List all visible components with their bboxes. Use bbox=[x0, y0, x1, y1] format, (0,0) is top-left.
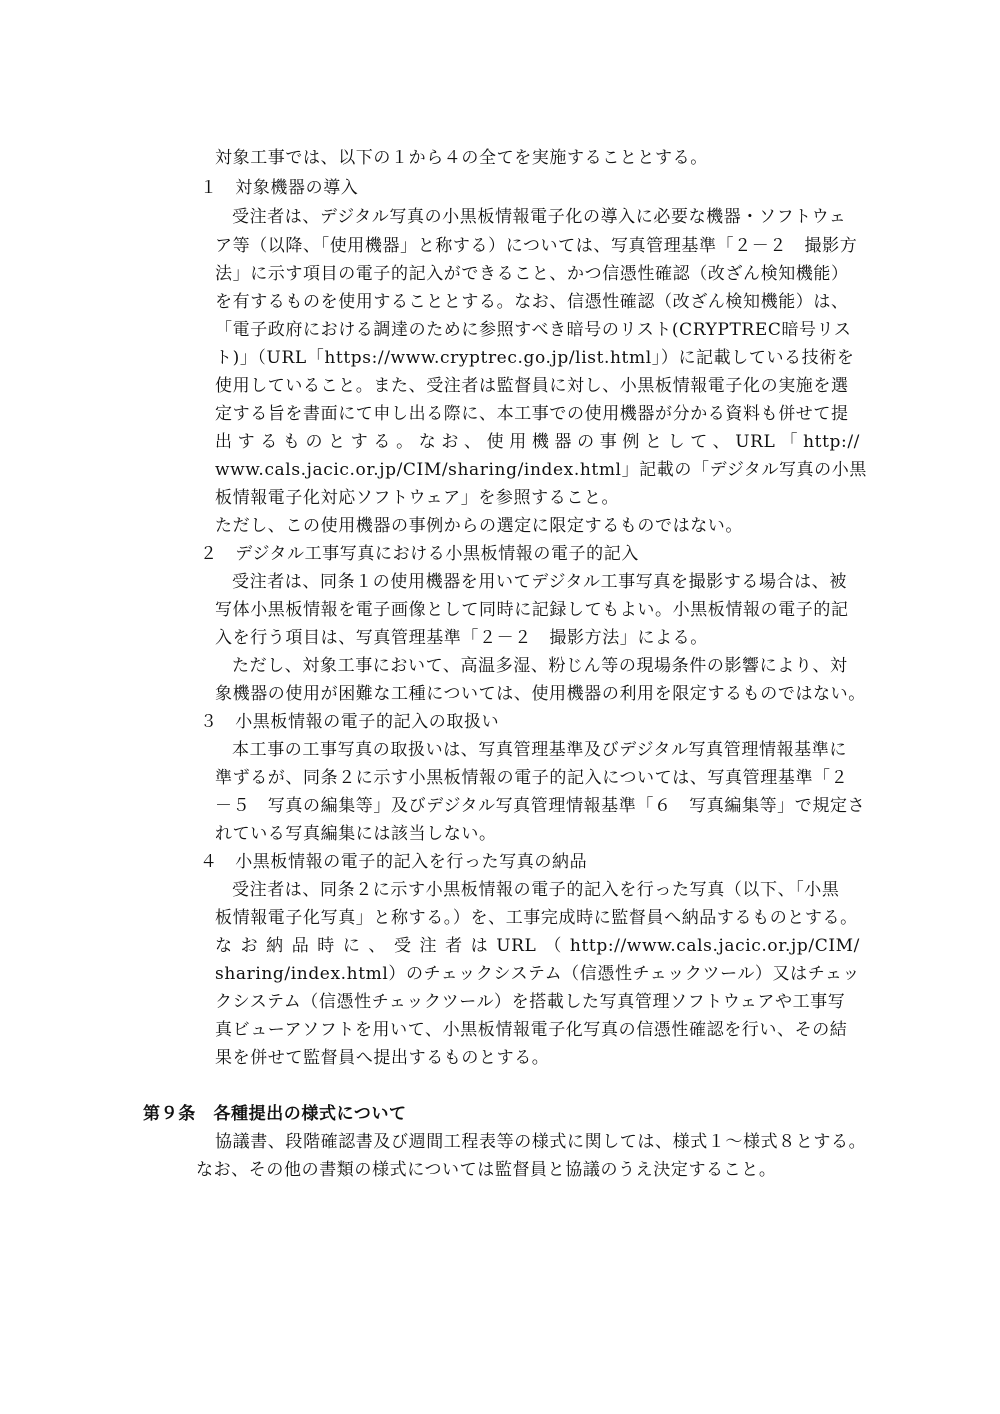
section-4-line: 真ビューアソフトを用いて、小黒板情報電子化写真の信憑性確認を行い、その結 bbox=[215, 1020, 848, 1040]
section-1-line: 「電子政府における調達のために参照すべき暗号のリスト(CRYPTREC暗号リス bbox=[215, 320, 852, 340]
section-2-line: 入を行う項目は、写真管理基準「２－２ 撮影方法」による。 bbox=[215, 628, 708, 648]
section-3-line: 準ずるが、同条２に示す小黒板情報の電子的記入については、写真管理基準「２ bbox=[215, 768, 849, 788]
section-1-line: www.cals.jacic.or.jp/CIM/sharing/index.html」記載の「デジタル写真の小黒 bbox=[215, 460, 867, 480]
section-1-line: 出するものとする。なお、使用機器の事例として、URL「http:// bbox=[215, 432, 860, 452]
section-1-line: 法」に示す項目の電子的記入ができること、かつ信憑性確認（改ざん検知機能） bbox=[215, 264, 849, 284]
article-heading: 第９条 各種提出の様式について bbox=[143, 1104, 407, 1124]
article-line: 協議書、段階確認書及び週間工程表等の様式に関しては、様式１～様式８とする。 bbox=[215, 1132, 867, 1152]
section-1-line: ただし、この使用機器の事例からの選定に限定するものではない。 bbox=[215, 516, 743, 536]
section-2-line: 写体小黒板情報を電子画像として同時に記録してもよい。小黒板情報の電子的記 bbox=[215, 600, 849, 620]
section-4-line: クシステム（信憑性チェックツール）を搭載した写真管理ソフトウェアや工事写 bbox=[215, 992, 846, 1012]
section-3-line: －５ 写真の編集等」及びデジタル写真管理情報基準「６ 写真編集等」で規定さ bbox=[215, 796, 866, 816]
section-4-line: なお納品時に、受注者はURL（http://www.cals.jacic.or.jp/CIM/ bbox=[215, 936, 860, 956]
section-1-line: 使用していること。また、受注者は監督員に対し、小黒板情報電子化の実施を選 bbox=[215, 376, 849, 396]
section-3-heading: ３ 小黒板情報の電子的記入の取扱い bbox=[200, 712, 500, 732]
section-1-heading: １ 対象機器の導入 bbox=[200, 178, 359, 198]
section-2-line: 受注者は、同条１の使用機器を用いてデジタル工事写真を撮影する場合は、被 bbox=[232, 572, 847, 592]
section-1-line: 受注者は、デジタル写真の小黒板情報電子化の導入に必要な機器・ソフトウェ bbox=[232, 207, 847, 227]
intro-text: 対象工事では、以下の１から４の全てを実施することとする。 bbox=[215, 148, 708, 168]
section-4-line: sharing/index.html）のチェックシステム（信憑性チェックツール）又はチェッ bbox=[215, 964, 861, 984]
section-2-heading: ２ デジタル工事写真における小黒板情報の電子的記入 bbox=[200, 544, 639, 564]
section-1-line: ア等（以降、「使用機器」と称する）については、写真管理基準「２－２ 撮影方 bbox=[215, 236, 858, 256]
section-4-line: 受注者は、同条２に示す小黒板情報の電子的記入を行った写真（以下、「小黒 bbox=[232, 880, 840, 900]
section-4-line: 板情報電子化写真」と称する。）を、工事完成時に監督員へ納品するものとする。 bbox=[215, 908, 858, 928]
section-3-line: れている写真編集には該当しない。 bbox=[215, 824, 497, 844]
section-1-line: 定する旨を書面にて申し出る際に、本工事での使用機器が分かる資料も併せて提 bbox=[215, 404, 849, 424]
section-2-line: ただし、対象工事において、高温多湿、粉じん等の現場条件の影響により、対 bbox=[232, 656, 848, 676]
section-2-line: 象機器の使用が困難な工種については、使用機器の利用を限定するものではない。 bbox=[215, 684, 866, 704]
section-4-heading: ４ 小黒板情報の電子的記入を行った写真の納品 bbox=[200, 852, 588, 872]
section-3-line: 本工事の工事写真の取扱いは、写真管理基準及びデジタル写真管理情報基準に bbox=[232, 740, 847, 760]
section-1-line: 板情報電子化対応ソフトウェア」を参照すること。 bbox=[215, 488, 620, 508]
section-1-line: ト)」（URL「https://www.cryptrec.go.jp/list.html」）に記載している技術を bbox=[215, 348, 855, 368]
section-4-line: 果を併せて監督員へ提出するものとする。 bbox=[215, 1048, 550, 1068]
article-line: なお、その他の書類の様式については監督員と協議のうえ決定すること。 bbox=[196, 1160, 777, 1180]
section-1-line: を有するものを使用することとする。なお、信憑性確認（改ざん検知機能）は、 bbox=[215, 292, 849, 312]
